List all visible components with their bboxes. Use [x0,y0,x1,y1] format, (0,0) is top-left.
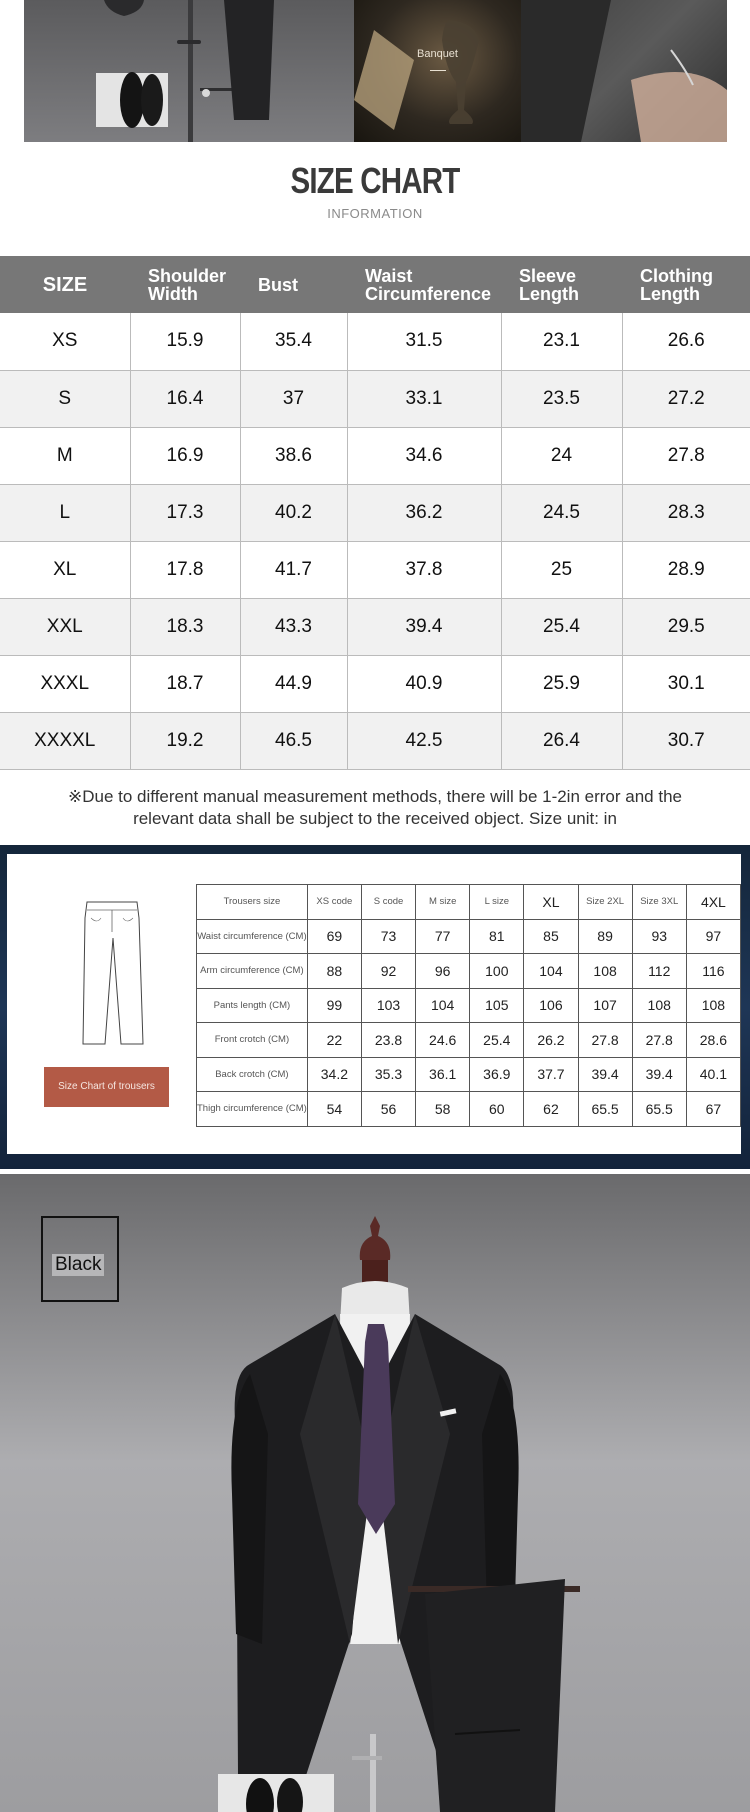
cell-size: S [0,370,130,427]
cell-value: 27.8 [632,1023,686,1058]
header-sleeve-length: Sleeve Length [501,256,622,313]
cell-value: 23.8 [361,1023,415,1058]
header-bust: Bust [240,256,347,313]
color-label: Black [52,1254,104,1276]
header-clothing-length: Clothing Length [622,256,750,313]
cell-value: 17.3 [130,484,240,541]
trousers-header: Size 3XL [632,885,686,920]
trousers-header: S code [361,885,415,920]
banner-caption: Banquet [417,48,458,60]
cell-value: 77 [416,919,470,954]
size-chart-subtitle: INFORMATION [327,206,423,221]
header-waist-circumference: Waist Circumference [347,256,501,313]
table-row [0,427,750,484]
cell-value: 67 [686,1092,740,1127]
table-row [0,370,750,427]
cell-value: 34.2 [307,1057,361,1092]
cell-value: 108 [578,954,632,989]
size-chart-title: SIZE CHART [290,160,460,201]
cell-value: 96 [416,954,470,989]
cell-value: 108 [632,988,686,1023]
wine-glass-illustration [354,0,521,142]
cell-value: 19.2 [130,712,240,769]
cell-value: 97 [686,919,740,954]
cell-value: 25 [501,541,622,598]
cell-value: 23.5 [501,370,622,427]
cell-value: 62 [524,1092,578,1127]
cell-value: 18.7 [130,655,240,712]
cell-value: 85 [524,919,578,954]
cell-size: XL [0,541,130,598]
cell-value: 24.6 [416,1023,470,1058]
trousers-header: Trousers size [197,885,308,920]
size-chart-header-row [0,256,750,313]
trousers-row-label: Waist circumference (CM) [197,919,308,954]
trousers-header: 4XL [686,885,740,920]
cell-value: 41.7 [240,541,347,598]
cell-value: 54 [307,1092,361,1127]
top-banner [24,0,727,142]
trousers-size-card [7,854,741,1154]
cell-value: 36.2 [347,484,501,541]
trousers-row-label: Front crotch (CM) [197,1023,308,1058]
table-row [0,484,750,541]
cell-value: 89 [578,919,632,954]
cell-value: 31.5 [347,313,501,370]
cell-value: 46.5 [240,712,347,769]
cell-value: 36.1 [416,1057,470,1092]
cell-value: 37.8 [347,541,501,598]
measurement-note: ※Due to different manual measurement methods, there will be 1-2in error and the relevant data shall be subject to the received object. Size unit: in [68,787,682,828]
cell-value: 92 [361,954,415,989]
banner-caption-underline [430,70,446,71]
cell-value: 27.8 [578,1023,632,1058]
table-row [197,1057,741,1092]
cell-value: 81 [470,919,524,954]
cell-value: 44.9 [240,655,347,712]
cell-value: 116 [686,954,740,989]
cell-value: 26.4 [501,712,622,769]
cell-value: 60 [470,1092,524,1127]
cell-value: 28.9 [622,541,750,598]
cell-size: M [0,427,130,484]
cell-value: 73 [361,919,415,954]
cell-value: 28.6 [686,1023,740,1058]
table-row [0,655,750,712]
trousers-row-label: Back crotch (CM) [197,1057,308,1092]
trousers-row-label: Thigh circumference (CM) [197,1092,308,1127]
cell-value: 39.4 [347,598,501,655]
cell-value: 105 [470,988,524,1023]
cell-value: 17.8 [130,541,240,598]
cell-size: XXXXL [0,712,130,769]
trousers-row-label: Arm circumference (CM) [197,954,308,989]
cell-value: 104 [524,954,578,989]
color-label-box [41,1216,119,1302]
cell-value: 26.6 [622,313,750,370]
cell-value: 69 [307,919,361,954]
cell-value: 34.6 [347,427,501,484]
cell-value: 16.9 [130,427,240,484]
table-row [0,313,750,370]
cell-value: 15.9 [130,313,240,370]
cell-value: 40.1 [686,1057,740,1092]
cell-value: 42.5 [347,712,501,769]
cell-value: 38.6 [240,427,347,484]
table-row [197,1092,741,1127]
trousers-size-chart-label: Size Chart of trousers [44,1067,169,1107]
cell-value: 104 [416,988,470,1023]
cell-value: 24.5 [501,484,622,541]
cell-value: 43.3 [240,598,347,655]
cell-size: XXL [0,598,130,655]
cell-value: 93 [632,919,686,954]
cell-value: 58 [416,1092,470,1127]
cell-value: 28.3 [622,484,750,541]
cell-value: 65.5 [578,1092,632,1127]
cell-value: 16.4 [130,370,240,427]
trousers-header: XS code [307,885,361,920]
cell-value: 37.7 [524,1057,578,1092]
cell-value: 33.1 [347,370,501,427]
table-row [197,1023,741,1058]
trousers-header-row [197,885,741,920]
trousers-header: M size [416,885,470,920]
trousers-header: Size 2XL [578,885,632,920]
cell-value: 65.5 [632,1092,686,1127]
suit-stand-illustration [24,0,354,142]
cell-value: 40.2 [240,484,347,541]
banner-banquet-photo [354,0,521,142]
cell-value: 56 [361,1092,415,1127]
cell-size: L [0,484,130,541]
cell-value: 39.4 [578,1057,632,1092]
table-row [197,919,741,954]
cell-size: XXXL [0,655,130,712]
header-size: SIZE [0,256,130,313]
trousers-row-label: Pants length (CM) [197,988,308,1023]
trousers-size-section [0,845,750,1169]
cell-value: 25.4 [501,598,622,655]
product-photo [0,1174,750,1812]
cell-value: 26.2 [524,1023,578,1058]
cell-value: 24 [501,427,622,484]
cell-value: 22 [307,1023,361,1058]
cell-value: 100 [470,954,524,989]
cell-value: 88 [307,954,361,989]
trousers-size-table [196,884,741,1127]
cell-value: 108 [686,988,740,1023]
trousers-outline-icon [77,898,147,1048]
cell-value: 30.1 [622,655,750,712]
cell-value: 36.9 [470,1057,524,1092]
cell-value: 30.7 [622,712,750,769]
cell-value: 27.2 [622,370,750,427]
banner-suit-photo [24,0,354,142]
cell-value: 106 [524,988,578,1023]
table-row [197,988,741,1023]
cell-value: 103 [361,988,415,1023]
table-row [197,954,741,989]
cell-value: 39.4 [632,1057,686,1092]
cell-size: XS [0,313,130,370]
header-shoulder-width: Shoulder Width [130,256,240,313]
cell-value: 40.9 [347,655,501,712]
cell-value: 27.8 [622,427,750,484]
table-row [0,712,750,769]
cell-value: 35.3 [361,1057,415,1092]
table-row [0,598,750,655]
cell-value: 18.3 [130,598,240,655]
trousers-header: L size [470,885,524,920]
cell-value: 107 [578,988,632,1023]
cell-value: 23.1 [501,313,622,370]
cell-value: 99 [307,988,361,1023]
cell-value: 112 [632,954,686,989]
size-chart-table [0,256,750,770]
table-row [0,541,750,598]
cell-value: 37 [240,370,347,427]
banner-detail-photo [521,0,727,142]
cell-value: 25.9 [501,655,622,712]
cell-value: 29.5 [622,598,750,655]
cell-value: 25.4 [470,1023,524,1058]
sleeve-detail-illustration [521,0,727,142]
cell-value: 35.4 [240,313,347,370]
trousers-header: XL [524,885,578,920]
